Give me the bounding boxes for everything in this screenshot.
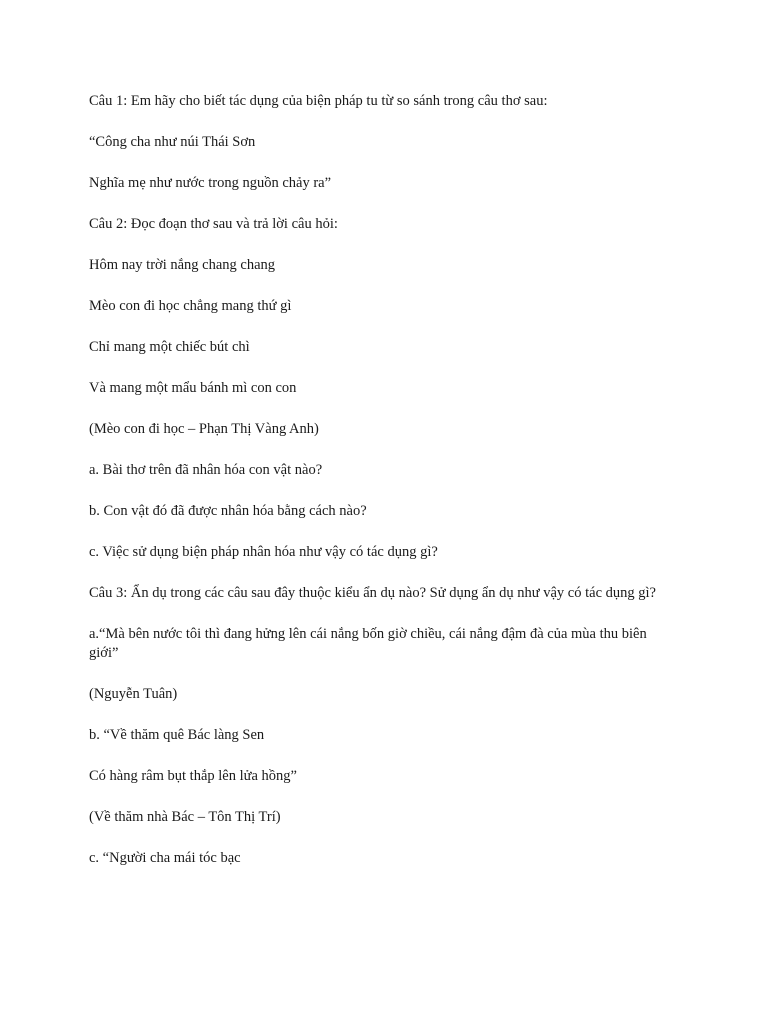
poem-line: Và mang một mẩu bánh mì con con bbox=[89, 380, 297, 396]
poem-line: Nghĩa mẹ như nước trong nguồn chảy ra” bbox=[89, 175, 332, 191]
example-a-source: (Nguyễn Tuân) bbox=[89, 686, 178, 702]
poem-line: Hôm nay trời nắng chang chang bbox=[89, 257, 276, 273]
question-3-prompt: Câu 3: Ẩn dụ trong các câu sau đây thuộc kiểu ẩn dụ nào? Sử dụng ẩn dụ như vậy có tác dụng gì? bbox=[89, 585, 656, 601]
poem-line: Mèo con đi học chẳng mang thứ gì bbox=[89, 298, 292, 314]
example-b-source: (Về thăm nhà Bác – Tôn Thị Trí) bbox=[89, 809, 281, 825]
question-2-prompt: Câu 2: Đọc đoạn thơ sau và trả lời câu hỏi: bbox=[89, 216, 338, 232]
poem-line: “Công cha như núi Thái Sơn bbox=[89, 134, 256, 150]
sub-question-a: a. Bài thơ trên đã nhân hóa con vật nào? bbox=[89, 462, 323, 478]
question-1-prompt: Câu 1: Em hãy cho biết tác dụng của biện pháp tu từ so sánh trong câu thơ sau: bbox=[89, 93, 548, 109]
poem-source: (Mèo con đi học – Phạn Thị Vàng Anh) bbox=[89, 421, 319, 437]
example-b: b. “Về thăm quê Bác làng Sen bbox=[89, 727, 265, 743]
poem-line: Chỉ mang một chiếc bút chì bbox=[89, 339, 250, 355]
example-a: a.“Mà bên nước tôi thì đang hửng lên cái nắng bốn giờ chiều, cái nắng đậm đà của mùa thu biên giới” bbox=[89, 626, 647, 661]
document-body bbox=[89, 92, 679, 890]
sub-question-b: b. Con vật đó đã được nhân hóa bằng cách nào? bbox=[89, 503, 367, 519]
sub-question-c: c. Việc sử dụng biện pháp nhân hóa như vậy có tác dụng gì? bbox=[89, 544, 438, 560]
example-c: c. “Người cha mái tóc bạc bbox=[89, 850, 241, 866]
poem-line: Có hàng râm bụt thắp lên lửa hồng” bbox=[89, 768, 297, 784]
